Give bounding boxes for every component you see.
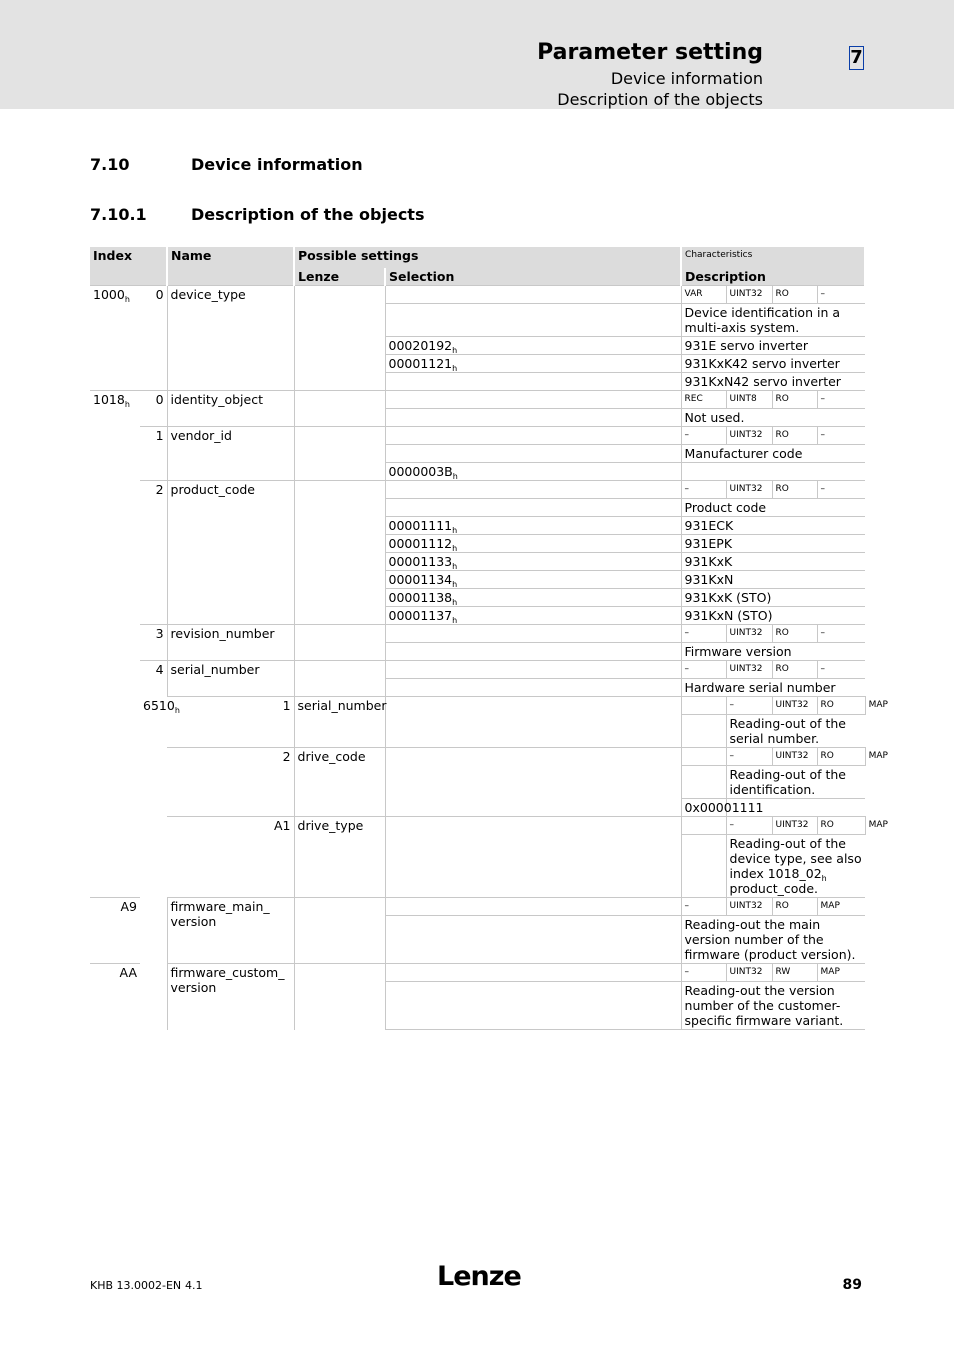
subindex-value: A1 (167, 817, 294, 898)
selection-cell (681, 748, 726, 766)
subindex-value: 2 (167, 748, 294, 817)
document-id: KHB 13.0002-EN (90, 1279, 182, 1292)
access-type: RO (772, 286, 817, 304)
selection-cell (385, 964, 681, 982)
table-row (90, 481, 865, 499)
section-title: Device information (191, 155, 363, 174)
selection-value: 00001134 (388, 572, 453, 587)
object-name: product_code (167, 481, 294, 625)
object-name: revision_number (167, 625, 294, 661)
lenze-cell (294, 661, 385, 697)
lenze-cell (294, 427, 385, 481)
mapping: – (817, 427, 865, 445)
header-subtitle-1: Device information (610, 69, 763, 88)
table-row (90, 625, 865, 643)
description-text: 931EPK (681, 535, 865, 553)
hex-suffix: h (452, 544, 458, 553)
selection-cell (385, 643, 681, 661)
hex-suffix: h (452, 580, 458, 589)
selection-cell (385, 535, 681, 553)
hex-suffix: h (452, 598, 458, 607)
object-type: – (726, 748, 772, 766)
hex-suffix: h (124, 295, 130, 304)
table-row (90, 898, 865, 916)
selection-cell (681, 766, 726, 799)
access-type: RO (817, 748, 865, 766)
object-type: VAR (681, 286, 726, 304)
selection-cell (385, 427, 681, 445)
hex-suffix: h (452, 364, 458, 373)
description-part: product_code. (729, 881, 818, 896)
access-type: RO (772, 625, 817, 643)
index-value: 6510 (143, 697, 175, 713)
lenze-cell (294, 286, 385, 391)
subindex-value: 0 (140, 391, 167, 427)
subindex-value: 0 (140, 286, 167, 391)
selection-cell (385, 355, 681, 373)
selection-cell (385, 625, 681, 643)
subsection-title: Description of the objects (191, 205, 425, 224)
table-row (90, 661, 865, 679)
description-text: Device identification in a multi-axis system. (681, 304, 865, 337)
selection-cell (385, 517, 681, 535)
selection-cell (385, 553, 681, 571)
subindex-value: A9 (90, 898, 140, 964)
hex-suffix: h (124, 400, 130, 409)
selection-cell (385, 499, 681, 517)
selection-cell (385, 898, 681, 916)
access-type: RO (772, 661, 817, 679)
data-type: UINT32 (726, 625, 772, 643)
selection-value: 00020192 (388, 338, 453, 353)
hex-suffix: h (452, 472, 458, 481)
object-name: firmware_custom_ version (167, 964, 294, 1030)
selection-cell (681, 715, 726, 748)
lenze-cell (294, 481, 385, 625)
table-row: A1 drive_type – UINT32 RO MAP (90, 817, 865, 835)
table-row: 2 drive_code – UINT32 RO MAP (90, 748, 865, 766)
hex-suffix: h (452, 526, 458, 535)
access-type: RO (772, 391, 817, 409)
object-type: – (681, 625, 726, 643)
table-header-row (90, 247, 865, 268)
data-type: UINT32 (726, 964, 772, 982)
table-row (90, 964, 865, 982)
selection-value: 00001121 (388, 356, 453, 371)
col-header-characteristics: Characteristics (681, 247, 865, 268)
subindex-value: 1 (140, 427, 167, 481)
col-header-selection: Selection (385, 268, 681, 286)
description-text: Reading-out of the serial number. (726, 715, 865, 748)
lenze-logo: Lenze (437, 1261, 521, 1292)
selection-cell (385, 607, 681, 625)
object-type: – (681, 661, 726, 679)
index-value: 1000 (93, 287, 125, 302)
data-type: UINT8 (726, 391, 772, 409)
description-text: 931KxK (STO) (681, 589, 865, 607)
subsection-number: 7.10.1 (90, 205, 147, 224)
object-name: drive_code (294, 748, 385, 817)
object-name: drive_type (294, 817, 385, 898)
object-type: – (726, 697, 772, 715)
hex-suffix: h (452, 562, 458, 571)
description-text: 931KxK (681, 553, 865, 571)
selection-value: 00001112 (388, 536, 453, 551)
access-type: RW (772, 964, 817, 982)
selection-cell (385, 589, 681, 607)
lenze-cell (385, 817, 681, 898)
selection-cell (385, 409, 681, 427)
object-name: vendor_id (167, 427, 294, 481)
object-name: device_type (167, 286, 294, 391)
selection-cell (385, 481, 681, 499)
access-type: RO (772, 427, 817, 445)
mapping: – (817, 481, 865, 499)
subindex-value: 2 (140, 481, 167, 625)
selection-value: 00001133 (388, 554, 453, 569)
selection-cell (385, 304, 681, 337)
hex-suffix: h (821, 874, 827, 883)
data-type: UINT32 (772, 748, 817, 766)
access-type: RO (817, 697, 865, 715)
selection-cell (385, 982, 681, 1030)
page-number: 89 (842, 1277, 862, 1293)
lenze-cell (294, 625, 385, 661)
lenze-cell (385, 697, 681, 748)
description-part: Reading-out of the device type, see also index 1018_02 (729, 836, 862, 881)
hex-suffix: h (452, 346, 458, 355)
section-number: 7.10 (90, 155, 130, 174)
data-type: UINT32 (726, 898, 772, 916)
access-type: RO (772, 898, 817, 916)
subindex-value: 1 (167, 697, 294, 748)
description-text (681, 463, 865, 481)
description-text: Firmware version (681, 643, 865, 661)
access-type: RO (772, 481, 817, 499)
lenze-cell (294, 391, 385, 427)
description-text: 931KxK42 servo inverter (681, 355, 865, 373)
col-header-description: Description (681, 268, 865, 286)
hex-suffix: h (452, 616, 458, 625)
selection-value: 00001111 (388, 518, 453, 533)
selection-cell (385, 286, 681, 304)
document-version: 4.1 (185, 1279, 203, 1292)
table-row (90, 286, 865, 304)
selection-cell (385, 661, 681, 679)
selection-cell: 0x00001111 (681, 799, 726, 817)
selection-value: 00001137 (388, 608, 453, 623)
description-text: Not used. (681, 409, 865, 427)
description-text: Reading-out the main version number of the firmware (product version). (681, 916, 865, 964)
hex-suffix: h (174, 705, 180, 715)
object-name: firmware_main_ version (167, 898, 294, 964)
description-text: 931ECK (681, 517, 865, 535)
table-row: $6510_h$ 1 serial_number – UINT32 RO MAP (90, 697, 865, 715)
object-type: – (681, 481, 726, 499)
lenze-cell (294, 898, 385, 964)
subindex-value: 4 (140, 661, 167, 697)
description-text: Product code (681, 499, 865, 517)
object-name: serial_number (167, 661, 294, 697)
selection-cell (385, 445, 681, 463)
description-text: Manufacturer code (681, 445, 865, 463)
object-type: – (726, 817, 772, 835)
mapping: – (817, 625, 865, 643)
object-name: identity_object (167, 391, 294, 427)
selection-cell (385, 373, 681, 391)
object-type: – (681, 898, 726, 916)
data-type: UINT32 (726, 481, 772, 499)
object-type: – (681, 964, 726, 982)
lenze-cell (294, 964, 385, 1030)
selection-cell (385, 571, 681, 589)
object-table (90, 247, 888, 1030)
subindex-value: 3 (140, 625, 167, 661)
header-band (0, 0, 954, 109)
col-header-lenze: Lenze (294, 268, 385, 286)
selection-cell (385, 337, 681, 355)
description-text (726, 835, 865, 898)
index-value: 1018 (93, 392, 125, 407)
object-type: REC (681, 391, 726, 409)
object-name: serial_number (294, 697, 385, 748)
page-title: Parameter setting (537, 40, 763, 65)
selection-cell (385, 916, 681, 964)
mapping: – (817, 661, 865, 679)
lenze-cell (385, 748, 681, 817)
object-type: – (681, 427, 726, 445)
selection-cell (681, 817, 726, 835)
table-row (90, 391, 865, 409)
subindex-value: AA (90, 964, 140, 1030)
mapping: – (817, 391, 865, 409)
col-header-name: Name (167, 247, 294, 286)
mapping: MAP (817, 964, 865, 982)
table-row (90, 427, 865, 445)
selection-value: 0000003B (388, 464, 453, 479)
selection-cell (385, 463, 681, 481)
description-text: 931KxN42 servo inverter (681, 373, 865, 391)
data-type: UINT32 (726, 427, 772, 445)
data-type: UINT32 (726, 286, 772, 304)
description-text: 931KxN (681, 571, 865, 589)
mapping: – (817, 286, 865, 304)
selection-cell (385, 391, 681, 409)
selection-cell (385, 679, 681, 697)
description-text: Reading-out of the identification. (726, 766, 865, 799)
mapping: MAP (817, 898, 865, 916)
data-type: UINT32 (772, 817, 817, 835)
col-header-possible-settings: Possible settings (294, 247, 681, 268)
data-type: UINT32 (726, 661, 772, 679)
description-text: Reading-out the version number of the customer-specific firmware variant. (681, 982, 865, 1030)
description-text: 931E servo inverter (681, 337, 865, 355)
description-text: Hardware serial number (681, 679, 865, 697)
header-subtitle-2: Description of the objects (557, 90, 763, 109)
selection-value: 00001138 (388, 590, 453, 605)
selection-cell (681, 697, 726, 715)
data-type: UINT32 (772, 697, 817, 715)
col-header-index: Index (90, 247, 167, 286)
access-type: RO (817, 817, 865, 835)
description-text: 931KxN (STO) (681, 607, 865, 625)
selection-cell (681, 835, 726, 898)
chapter-badge: 7 (850, 47, 863, 68)
